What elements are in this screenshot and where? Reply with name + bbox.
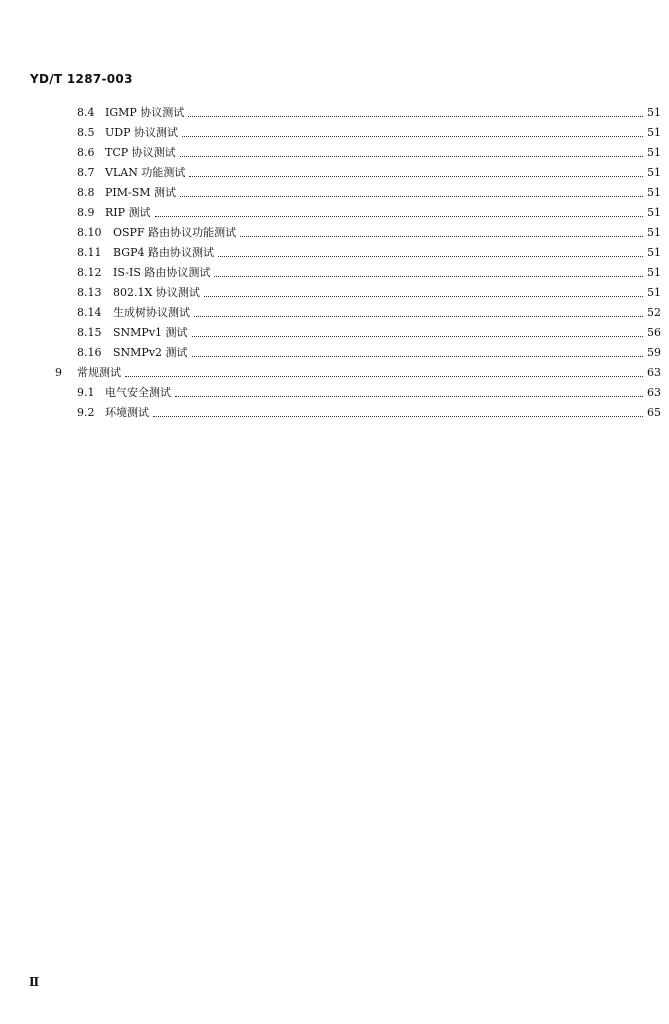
toc-row: [77, 242, 661, 260]
toc-row: [77, 322, 661, 340]
toc-number: 8.8: [77, 186, 95, 199]
toc-number: 8.6: [77, 146, 95, 159]
toc-number: 8.11: [77, 246, 102, 259]
dot-leader: [125, 375, 643, 377]
toc-row: [77, 402, 661, 420]
dot-leader: [240, 235, 643, 237]
dot-leader: [192, 355, 643, 357]
dot-leader: [214, 275, 643, 277]
toc-row: [77, 282, 661, 300]
toc-number: 8.12: [77, 266, 102, 279]
toc-page: 52: [647, 306, 661, 319]
toc-row: [77, 142, 661, 160]
page-number-mark: Ⅱ: [29, 975, 40, 989]
document-code: YD/T 1287-003: [30, 72, 133, 86]
dot-leader: [218, 255, 643, 257]
toc-title: 电气安全测试: [105, 386, 171, 399]
toc-row: [77, 302, 661, 320]
toc-title: BGP4 路由协议测试: [113, 246, 214, 259]
toc-page: 51: [647, 286, 661, 299]
toc-number: 9.1: [77, 386, 95, 399]
dot-leader: [180, 155, 643, 157]
toc-row: [77, 262, 661, 280]
toc-row: [77, 102, 661, 120]
dot-leader: [192, 335, 643, 337]
dot-leader: [155, 215, 643, 217]
toc-title: IGMP 协议测试: [105, 106, 185, 119]
toc-title: SNMPv1 测试: [113, 326, 188, 339]
toc-page: 51: [647, 146, 661, 159]
toc-number: 8.10: [77, 226, 102, 239]
toc-number: 8.5: [77, 126, 95, 139]
toc-title: SNMPv2 测试: [113, 346, 188, 359]
toc-row: [77, 222, 661, 240]
toc-number: 8.13: [77, 286, 102, 299]
dot-leader: [180, 195, 643, 197]
toc-title: 常规测试: [77, 366, 121, 379]
toc-number: 9: [55, 366, 62, 379]
toc-number: 8.4: [77, 106, 95, 119]
toc-row: [77, 342, 661, 360]
dot-leader: [189, 175, 643, 177]
toc-page: 65: [647, 406, 661, 419]
toc-page: 51: [647, 186, 661, 199]
toc-row: [77, 182, 661, 200]
dot-leader: [188, 115, 643, 117]
toc-number: 8.9: [77, 206, 95, 219]
toc-page: 63: [647, 386, 661, 399]
toc-title: IS-IS 路由协议测试: [113, 266, 211, 279]
toc-page: 51: [647, 266, 661, 279]
toc-title: 环境测试: [105, 406, 149, 419]
toc-page: 51: [647, 106, 661, 119]
toc-row: [77, 122, 661, 140]
toc-row: [77, 162, 661, 180]
dot-leader: [175, 395, 643, 397]
toc-page: 59: [647, 346, 661, 359]
toc-number: 8.15: [77, 326, 102, 339]
toc-title: PIM-SM 测试: [105, 186, 177, 199]
toc-page: 51: [647, 246, 661, 259]
toc-row: [77, 382, 661, 400]
toc-page: 56: [647, 326, 661, 339]
toc-number: 8.14: [77, 306, 102, 319]
toc-number: 9.2: [77, 406, 95, 419]
toc-title: TCP 协议测试: [105, 146, 176, 159]
toc-title: UDP 协议测试: [105, 126, 178, 139]
toc-title: OSPF 路由协议功能测试: [113, 226, 237, 239]
toc-number: 8.16: [77, 346, 102, 359]
dot-leader: [182, 135, 643, 137]
toc-page: 63: [647, 366, 661, 379]
toc-title: 生成树协议测试: [113, 306, 190, 319]
dot-leader: [153, 415, 643, 417]
dot-leader: [204, 295, 643, 297]
toc-row: [77, 202, 661, 220]
toc-page: 51: [647, 206, 661, 219]
toc-page: 51: [647, 166, 661, 179]
toc-title: RIP 测试: [105, 206, 151, 219]
toc-title: VLAN 功能测试: [105, 166, 186, 179]
dot-leader: [194, 315, 643, 317]
toc-title: 802.1X 协议测试: [113, 286, 200, 299]
toc-page: 51: [647, 126, 661, 139]
toc-page: 51: [647, 226, 661, 239]
toc-number: 8.7: [77, 166, 95, 179]
toc-row: [55, 362, 661, 380]
